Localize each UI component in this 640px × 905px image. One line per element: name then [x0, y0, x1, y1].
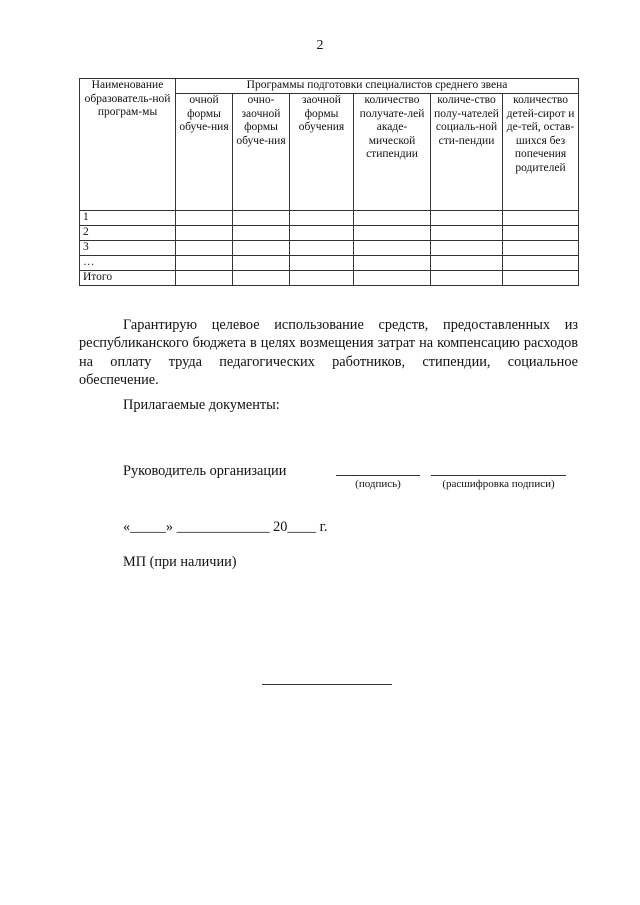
program-name-header: Наименование образователь-ной програм-мы — [80, 79, 176, 211]
signature-line — [336, 475, 420, 476]
programs-table — [79, 78, 579, 286]
column-header: заочной формы обучения — [290, 94, 354, 211]
column-header: количе-ство полу-чателей социаль-ной сти-пендии — [431, 94, 503, 211]
column-header: количество получате-лей акаде-мической стипендии — [354, 94, 431, 211]
column-header: количество детей-сирот и де-тей, остав-шихся без попечения родителей — [503, 94, 579, 211]
page-number: 2 — [316, 38, 324, 53]
signer-role: Руководитель организации — [123, 463, 287, 479]
decoding-line — [431, 475, 566, 476]
table-total-row — [80, 271, 579, 286]
column-header: очно-заочной формы обуче-ния — [233, 94, 290, 211]
signature-caption: (подпись) — [355, 478, 401, 490]
row-label: 2 — [80, 226, 176, 241]
table-row — [80, 241, 579, 256]
stamp-note: МП (при наличии) — [123, 554, 237, 570]
table-header-row — [80, 79, 579, 94]
row-label: … — [80, 256, 176, 271]
end-separator-line — [262, 684, 392, 685]
guarantee-paragraph: Гарантирую целевое использование средств, предоставленных из республиканского бюджета в целях возмещения затрат на компенсацию расходов на оплату труда педагогических работников, стипендии, социальное обеспечение. — [79, 317, 578, 389]
table-row — [80, 256, 579, 271]
date-line: «_____» _____________ 20____ г. — [123, 519, 328, 535]
row-label: Итого — [80, 271, 176, 286]
attachments-label: Прилагаемые документы: — [123, 397, 280, 413]
program-group-header: Программы подготовки специалистов среднего звена — [176, 79, 579, 94]
row-label: 3 — [80, 241, 176, 256]
row-label: 1 — [80, 211, 176, 226]
decoding-caption: (расшифровка подписи) — [442, 478, 555, 490]
table-row — [80, 226, 579, 241]
column-header: очной формы обуче-ния — [176, 94, 233, 211]
table-row — [80, 211, 579, 226]
